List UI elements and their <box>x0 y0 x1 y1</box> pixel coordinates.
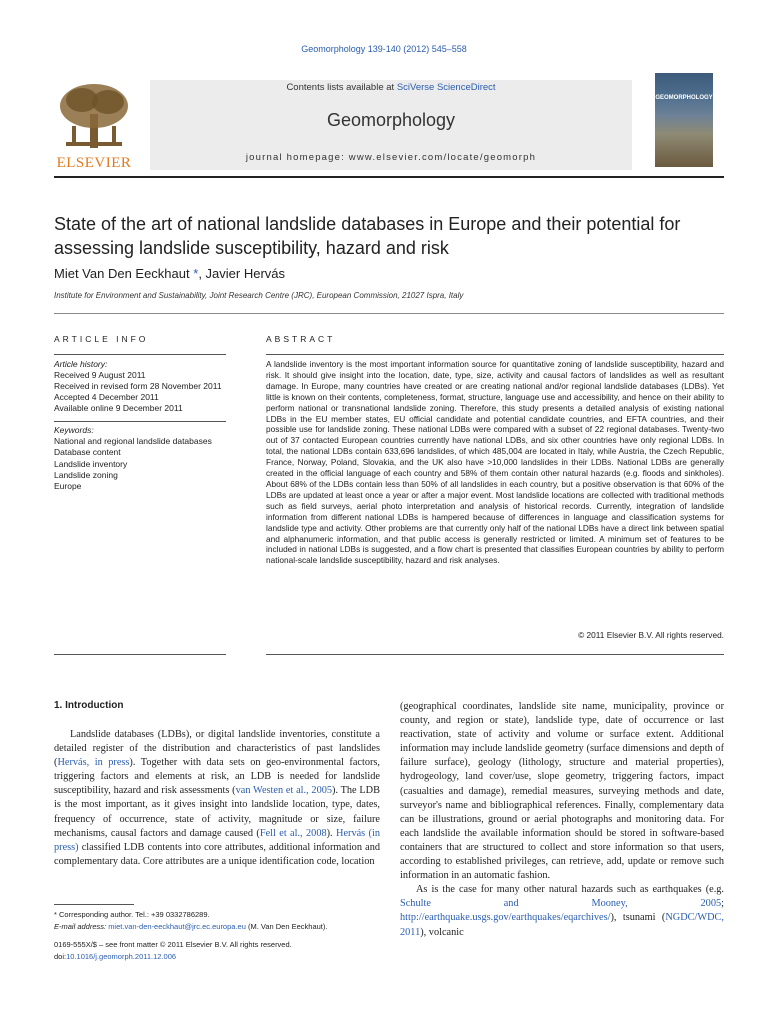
keyword-item: Landslide zoning <box>54 469 118 480</box>
corresponding-author-note <box>54 909 380 921</box>
sciencedirect-link[interactable]: SciVerse ScienceDirect <box>396 82 496 93</box>
article-info-rule <box>54 654 226 655</box>
elsevier-logo[interactable] <box>54 80 134 172</box>
body-text: As is the case for many other natural hazards such as earthquakes (e.g. <box>416 884 724 896</box>
reference-link[interactable]: van Westen et al., 2005 <box>235 785 333 797</box>
body-paragraph: (geographical coordinates, landslide site name, municipality, province or county, and region or state), landslide type, date of occurrence or last reactivation, state of activity and volume or surface extent. Additional information may include landslide geometry (surface dimensions and depth of failure surface), geology (lithology, structure and material properties), hydrogeology, land cover/use, slope geometry, triggering factors, impact (casualties and damage), remedial measures, surveying methods and date, surveyor's name and bibliographical references. Finally, complementary data can be illustrations, ground or aerial photographs and monitoring data. For each landslide the available information should be stored in software-based containers that are structured to collect and store information so that users, according to established privileges, can retrieve, add, update or remove such information in an automatic fashion. <box>400 701 724 882</box>
footnote-marker: * <box>54 910 57 919</box>
abstract-rule <box>266 654 724 655</box>
reference-link[interactable]: Schulte and Mooney, 2005 <box>400 898 722 910</box>
body-text: classified LDB contents into core attributes, additional information and complementary data. Core attributes are a unique identification code, location <box>54 841 380 867</box>
body-text: ), tsunami ( <box>610 912 666 924</box>
reference-link[interactable]: Fell et al., 2008 <box>259 827 327 839</box>
section-rule <box>54 313 724 314</box>
abstract-text: A landslide inventory is the most important information source for quantitative zoning of landslide susceptibility, hazard and risk. It should give insight into the location, date, type, size, activity and causal factors of landslides as well as resultant damage. In Europe, many countries have created or are creating national and/or regional landslide databases (LDBs). Yet little is known on their contents, completeness, format, structure, language use and accessibility, and hence on their ability to perform national or transnational landslide zoning. Therefore, this study presents a detailed analysis of existing national LDBs in the EU member states, EU official candidate and potential candidate countries, and EFTA countries, and their possible use for landslide zoning. These national LDBs were compared with a subset of 22 regional databases. Twenty-two out of 37 contacted European countries currently have national LDBs, and six other countries have only regional LDBs. In total, the national LDBs contain 633,696 landslides, of which 485,004 are located in Italy, while Austria, the Czech Republic, France, Norway, Poland, Slovakia, and the UK also have >10,000 landslides in their LDBs. National LDBs are generally created in the official language of each country and 58% of them contain other natural hazards (e.g. floods and sinkholes). About 68% of the LDBs contain less than 50% of all landslides in each country, but a positive observation is that 60% of the LDBs are updated at least once a year or after a major event. Most landslide locations are collected with traditional methods such as field surveys, aerial photo interpretation and analysis of historical records. Currently, integration of landslide information from different national LDBs is hampered because of differences in language and classification systems for landslide type and activity. Other problems are that currently only half of the national LDBs have a direct link between spatial and alphanumeric information, and that public access is generally restricted or limited. A minimum set of features to be included in national LDBs is suggested, and a flow chart is presented that classifies European countries by ability to perform national-scale landslide susceptibility, hazard and risk analyses. <box>266 359 724 566</box>
abstract-rule <box>266 354 724 355</box>
footnote-text: Corresponding author. Tel.: +39 0332786289. <box>56 910 210 919</box>
author-1: Miet Van Den Eeckhaut <box>54 266 190 281</box>
header-rule <box>54 176 724 178</box>
history-item: Received 9 August 2011 <box>54 370 146 380</box>
tree-icon <box>54 80 134 154</box>
body-text: ). <box>326 827 337 839</box>
issn-line: 0169-555X/$ – see front matter © 2011 Elsevier B.V. All rights reserved. <box>54 940 292 949</box>
introduction-right-column <box>400 700 724 940</box>
body-paragraph <box>400 883 724 939</box>
email-label: E-mail address: <box>54 922 109 931</box>
journal-masthead <box>150 80 632 170</box>
body-text: ). The LDB is the most important, as it gives insight into landslide location, type, dates, frequency of occurrence, state of activity, magnitude or size, failure mechanisms, causal factors and damage caused ( <box>54 785 380 839</box>
reference-link[interactable]: Hervás, in press <box>57 757 130 769</box>
keywords-label: Keywords: <box>54 425 94 435</box>
doi-label: doi: <box>54 952 67 961</box>
body-text: ). Together with data sets on geo-environmental factors, triggering factors and elements at risk, an LDB is needed for landslide susceptibility, hazard and risk assessments ( <box>54 757 380 797</box>
corresponding-author-marker[interactable]: * <box>193 266 199 281</box>
issn-doi <box>54 939 380 963</box>
journal-cover-image[interactable] <box>655 73 713 167</box>
url-link[interactable]: http://earthquake.usgs.gov/earthquakes/eqarchives/ <box>400 912 611 924</box>
introduction-heading: 1. Introduction <box>54 700 124 711</box>
abstract-copyright: © 2011 Elsevier B.V. All rights reserved. <box>578 630 724 640</box>
article-info-rule <box>54 354 226 355</box>
article-title: State of the art of national landslide databases in Europe and their potential for assessing landslide susceptibility, hazard and risk <box>54 214 681 258</box>
history-item: Available online 9 December 2011 <box>54 403 183 413</box>
article-info-rule <box>54 421 226 422</box>
keyword-item: Europe <box>54 481 82 492</box>
contents-prefix: Contents lists available at <box>286 82 397 93</box>
abstract-heading: ABSTRACT <box>266 334 336 344</box>
article-info-heading: ARTICLE INFO <box>54 334 149 344</box>
body-text: ; <box>721 898 724 910</box>
body-text: Landslide databases (LDBs), or digital landslide inventories, constitute a detailed register of the distribution and characteristics of past landslides ( <box>54 729 380 769</box>
history-item: Received in revised form 28 November 2011 <box>54 381 222 391</box>
contents-line <box>150 82 632 93</box>
doi-link[interactable]: 10.1016/j.geomorph.2011.12.006 <box>66 952 177 961</box>
history-label: Article history: <box>54 359 108 369</box>
affiliation: Institute for Environment and Sustainability, Joint Research Centre (JRC), European Commission, 21027 Ispra, Italy <box>54 291 464 300</box>
reference-link[interactable]: Hervás (in press) <box>54 827 380 853</box>
keywords <box>54 425 226 492</box>
history-item: Accepted 4 December 2011 <box>54 392 159 402</box>
email-link[interactable]: miet.van-den-eeckhaut@jrc.ec.europa.eu <box>108 922 246 931</box>
elsevier-wordmark: ELSEVIER <box>56 155 132 171</box>
author-2: , Javier Hervás <box>198 266 286 281</box>
cover-title: GEOMORPHOLOGY <box>655 95 713 101</box>
footnote-rule <box>54 904 134 905</box>
journal-title: Geomorphology <box>326 110 456 130</box>
journal-citation[interactable]: Geomorphology 139-140 (2012) 545–558 <box>301 44 467 54</box>
introduction-left-column <box>54 728 380 869</box>
keyword-item: Landslide inventory <box>54 458 128 469</box>
journal-homepage-link[interactable]: journal homepage: www.elsevier.com/locate/geomorph <box>245 152 537 163</box>
author-list <box>54 266 285 281</box>
footnote <box>54 909 380 933</box>
keyword-item: National and regional landslide databases <box>54 436 212 447</box>
article-history <box>54 359 226 414</box>
email-note <box>54 921 380 933</box>
email-owner: (M. Van Den Eeckhaut). <box>245 922 328 931</box>
body-text: ), volcanic <box>420 926 464 938</box>
keyword-item: Database content <box>54 447 121 458</box>
doi-line <box>54 951 380 963</box>
reference-link[interactable]: NGDC/WDC, 2011 <box>400 912 724 938</box>
